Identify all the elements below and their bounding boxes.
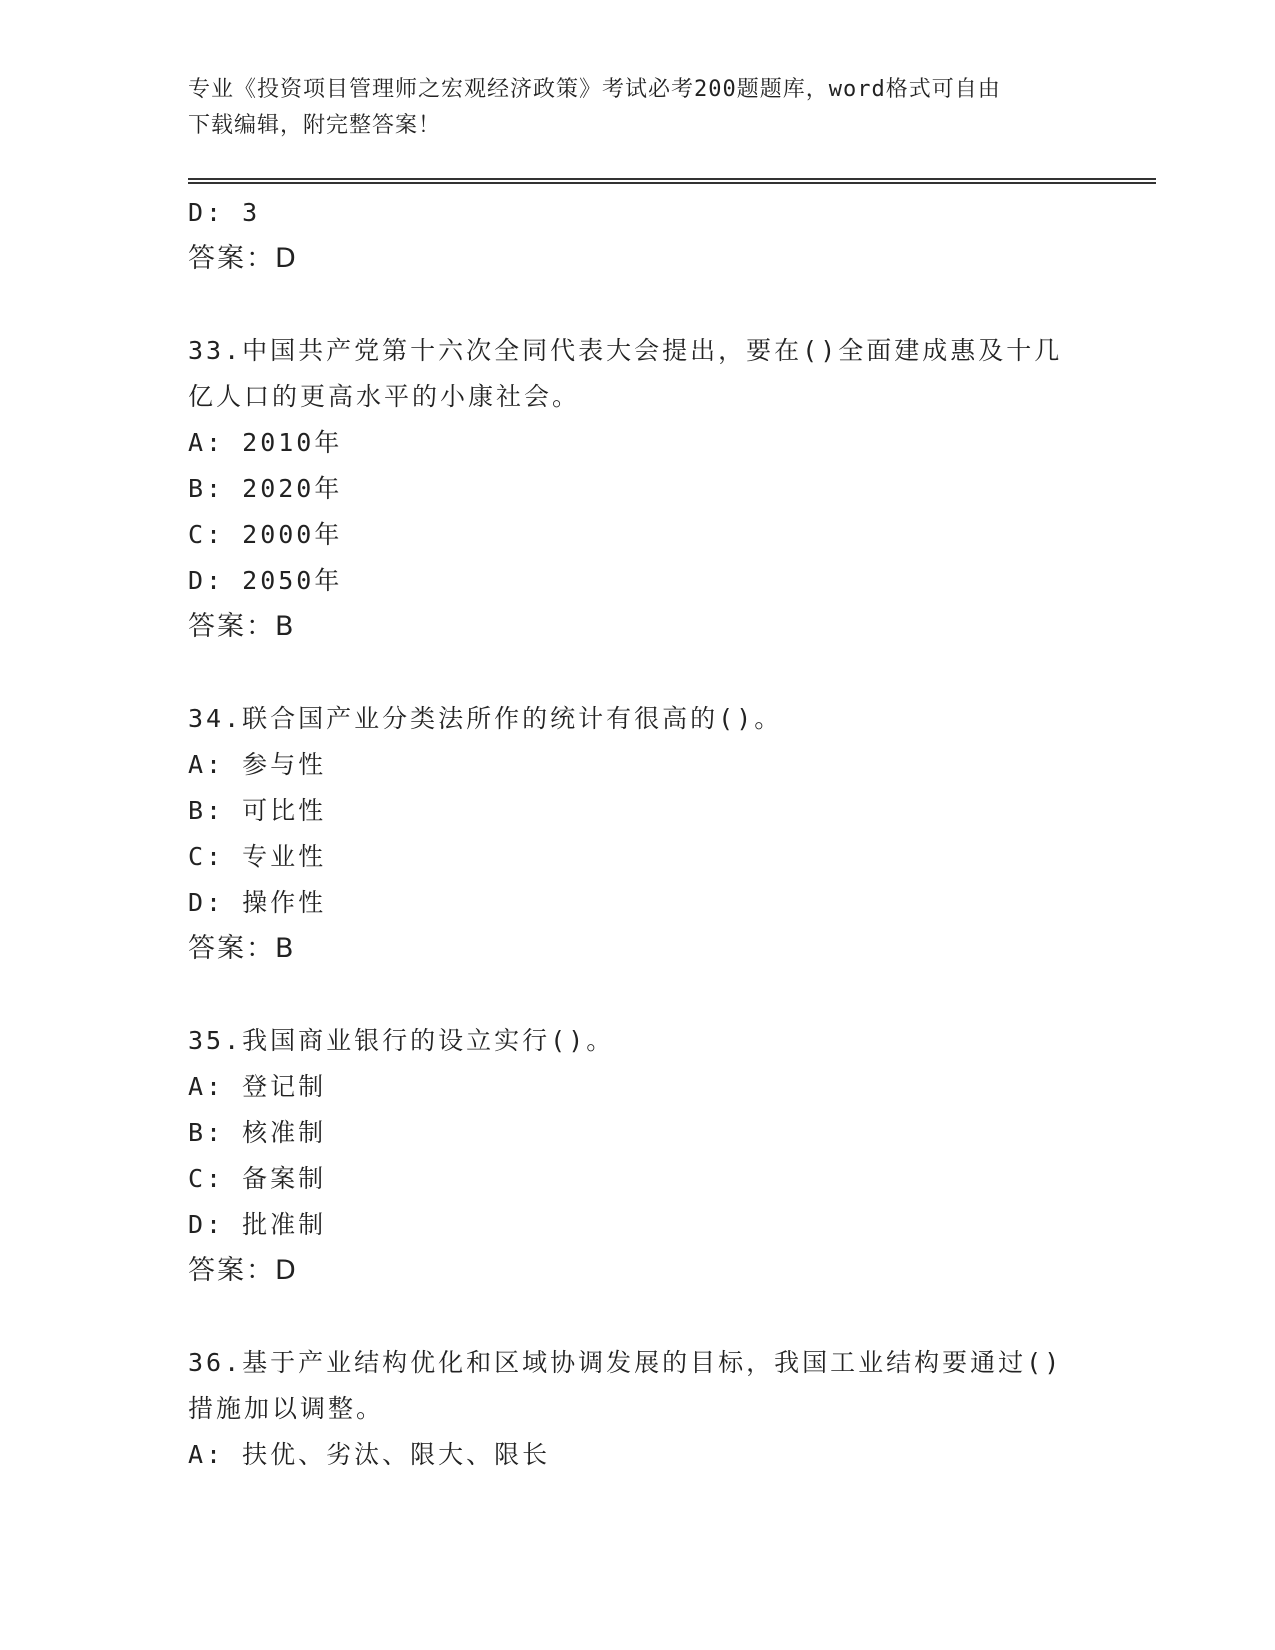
answer-line: 答案：D — [188, 1255, 298, 1286]
question-text-line: 36.基于产业结构优化和区域协调发展的目标，我国工业结构要通过() — [188, 1348, 1063, 1377]
answer-line: 答案：B — [188, 611, 296, 642]
question-text-line: 亿人口的更高水平的小康社会。 — [188, 382, 581, 411]
question-text-line: 措施加以调整。 — [188, 1394, 385, 1423]
question-block — [188, 696, 1088, 972]
option-b: B: 可比性 — [188, 796, 327, 825]
option-d: D: 批准制 — [188, 1210, 327, 1239]
question-text — [188, 328, 1068, 420]
option-a: A: 登记制 — [188, 1072, 327, 1101]
header-divider-bottom — [188, 182, 1156, 184]
question-block — [188, 1340, 1088, 1478]
option-c: C: 2000年 — [188, 520, 343, 549]
header-line-1: 专业《投资项目管理师之宏观经济政策》考试必考200题题库，word格式可自由 — [188, 77, 1001, 102]
option-a: A: 参与性 — [188, 750, 327, 779]
question-text-line: 33.中国共产党第十六次全同代表大会提出，要在()全面建成惠及十几 — [188, 336, 1063, 365]
option-c: C: 备案制 — [188, 1164, 327, 1193]
option-b: B: 2020年 — [188, 474, 343, 503]
option-a: A: 2010年 — [188, 428, 343, 457]
question-text — [188, 1018, 1068, 1064]
answer-line: 答案：D — [188, 243, 298, 274]
option-d: D: 3 — [188, 198, 261, 227]
option-d: D: 2050年 — [188, 566, 343, 595]
option-b: B: 核准制 — [188, 1118, 327, 1147]
question-text-line: 35.我国商业银行的设立实行()。 — [188, 1026, 615, 1055]
option-c: C: 专业性 — [188, 842, 327, 871]
question-block — [188, 328, 1088, 650]
question-block — [188, 1018, 1088, 1294]
document-body — [188, 190, 1088, 1478]
question-text-line: 34.联合国产业分类法所作的统计有很高的()。 — [188, 704, 783, 733]
option-d: D: 操作性 — [188, 888, 327, 917]
option-a: A: 扶优、劣汰、限大、限长 — [188, 1440, 551, 1469]
question-text — [188, 696, 1068, 742]
document-header — [188, 72, 1088, 144]
header-line-2: 下载编辑，附完整答案！ — [188, 113, 442, 138]
question-text — [188, 1340, 1068, 1432]
header-divider-top — [188, 178, 1156, 180]
answer-line: 答案：B — [188, 933, 296, 964]
